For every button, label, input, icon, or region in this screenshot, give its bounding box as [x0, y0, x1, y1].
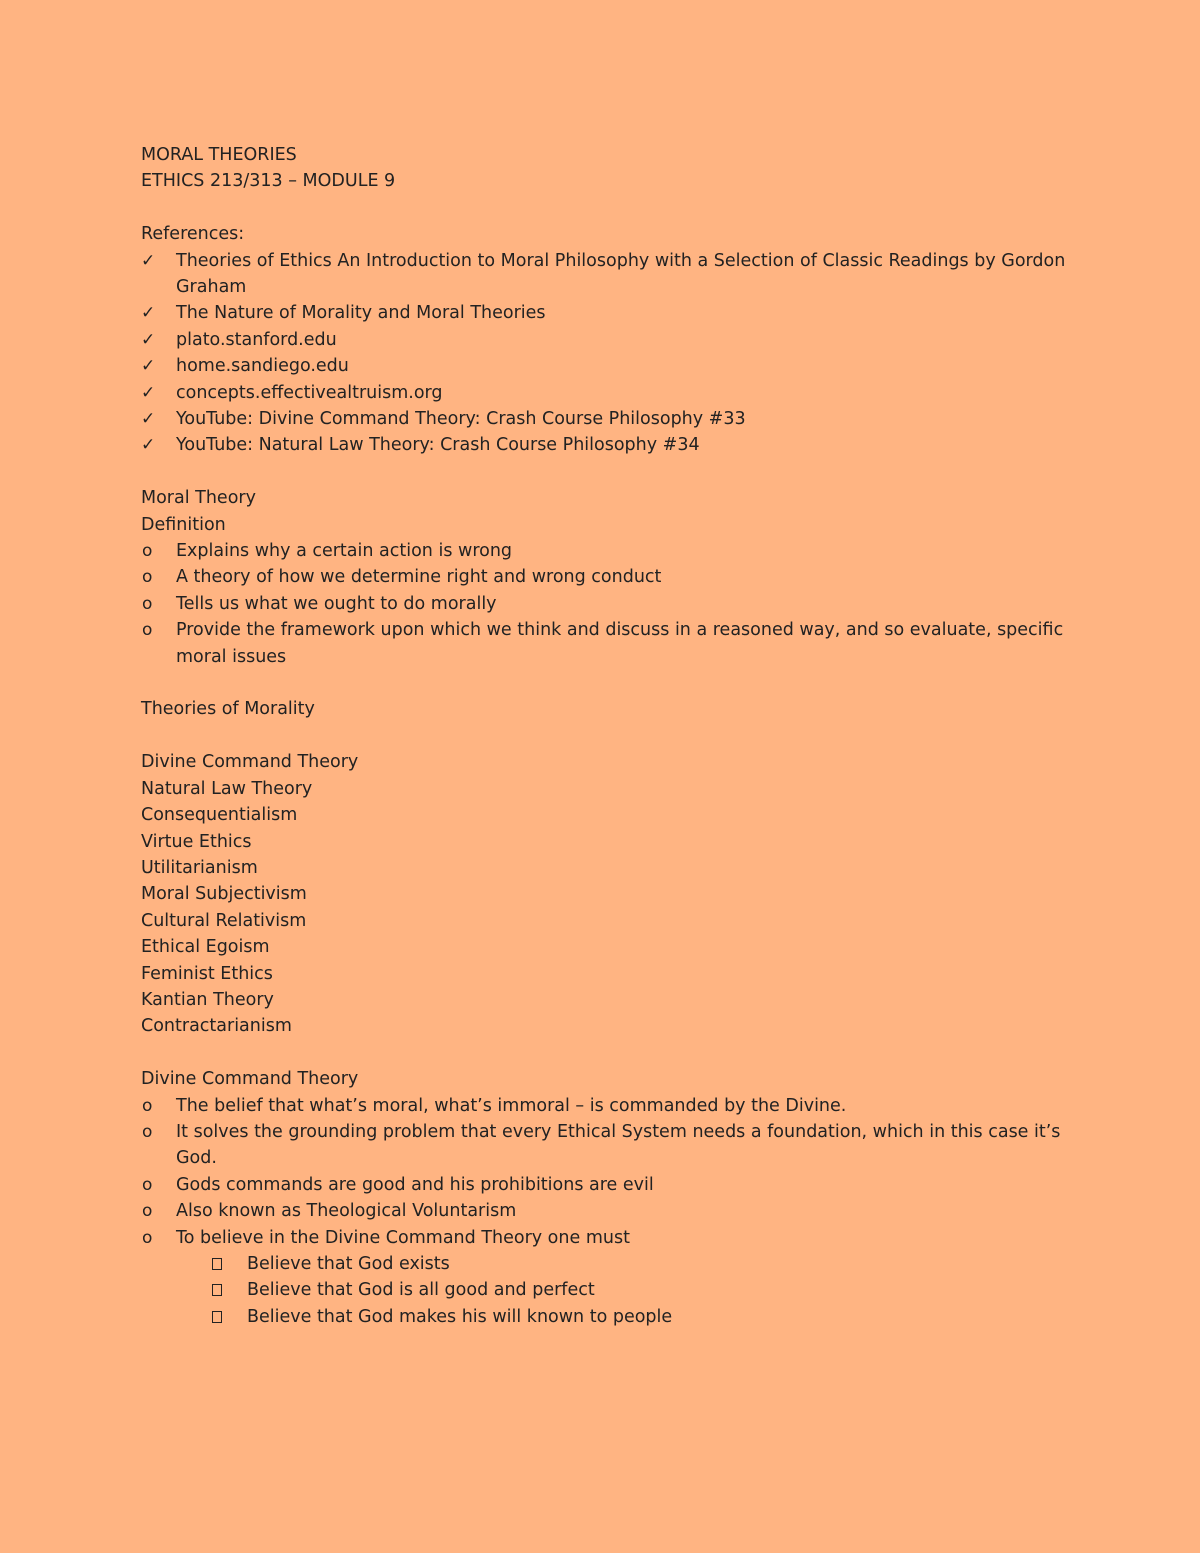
square-bullet-icon	[212, 1258, 222, 1270]
theory-item: Kantian Theory	[141, 989, 274, 1010]
check-icon: ✓	[141, 435, 156, 456]
divine-command-item: o The belief that what’s moral, what’s immoral – is commanded by the Divine.	[141, 1093, 1081, 1119]
definition-item: o A theory of how we determine right and wrong conduct	[141, 564, 1081, 590]
spacer	[141, 1040, 1081, 1066]
check-icon: ✓	[141, 409, 156, 430]
reference-item: ✓ plato.stanford.edu	[141, 327, 1081, 353]
theory-item: Natural Law Theory	[141, 778, 313, 799]
check-icon: ✓	[141, 329, 156, 350]
references-heading: References:	[141, 224, 245, 245]
document-body	[141, 142, 1081, 1330]
theory-item: Divine Command Theory	[141, 752, 359, 773]
circle-bullet-icon: o	[142, 1227, 153, 1248]
definition-heading: Definition	[141, 514, 226, 535]
reference-item: ✓ home.sandiego.edu	[141, 353, 1081, 379]
divine-command-list	[141, 1093, 1081, 1251]
theory-item: Moral Subjectivism	[141, 884, 307, 905]
belief-item: Believe that God is all good and perfect	[141, 1277, 1081, 1303]
definition-item: o Explains why a certain action is wrong	[141, 538, 1081, 564]
circle-bullet-icon: o	[142, 567, 153, 588]
square-bullet-icon	[212, 1311, 222, 1323]
circle-bullet-icon: o	[142, 620, 153, 641]
circle-bullet-icon: o	[142, 1201, 153, 1222]
moral-theory-heading: Moral Theory	[141, 488, 256, 509]
definition-item: o Provide the framework upon which we think and discuss in a reasoned way, and so evaluate, specific moral issues	[141, 617, 1081, 670]
circle-bullet-icon: o	[142, 1095, 153, 1116]
belief-item: Believe that God exists	[141, 1251, 1081, 1277]
reference-item: ✓ YouTube: Natural Law Theory: Crash Course Philosophy #34	[141, 432, 1081, 458]
theories-list	[141, 749, 1081, 1039]
spacer	[141, 670, 1081, 696]
reference-item: ✓ Theories of Ethics An Introduction to Moral Philosophy with a Selection of Classic Readings by Gordon Graham	[141, 248, 1081, 301]
circle-bullet-icon: o	[142, 1121, 153, 1142]
theory-item: Consequentialism	[141, 805, 298, 826]
divine-command-item: o Also known as Theological Voluntarism	[141, 1198, 1081, 1224]
check-icon: ✓	[141, 303, 156, 324]
definition-list	[141, 538, 1081, 670]
divine-command-item: o Gods commands are good and his prohibitions are evil	[141, 1172, 1081, 1198]
references-list	[141, 248, 1081, 459]
theory-item: Virtue Ethics	[141, 831, 252, 852]
square-bullet-icon	[212, 1284, 222, 1296]
check-icon: ✓	[141, 250, 156, 271]
reference-item: ✓ concepts.effectivealtruism.org	[141, 380, 1081, 406]
theory-item: Feminist Ethics	[141, 963, 273, 984]
theories-of-morality-heading: Theories of Morality	[141, 699, 315, 720]
theory-item: Contractarianism	[141, 1016, 292, 1037]
theory-item: Cultural Relativism	[141, 910, 307, 931]
divine-command-heading: Divine Command Theory	[141, 1069, 359, 1090]
spacer	[141, 723, 1081, 749]
circle-bullet-icon: o	[142, 593, 153, 614]
belief-item: Believe that God makes his will known to people	[141, 1304, 1081, 1330]
document-title: MORAL THEORIES	[141, 145, 297, 165]
reference-item: ✓ The Nature of Morality and Moral Theories	[141, 300, 1081, 326]
course-code: ETHICS 213/313 – MODULE 9	[141, 171, 396, 192]
divine-command-item: o To believe in the Divine Command Theory one must	[141, 1225, 1081, 1251]
circle-bullet-icon: o	[142, 1174, 153, 1195]
divine-command-item: o It solves the grounding problem that every Ethical System needs a foundation, which in this case it’s God.	[141, 1119, 1081, 1172]
check-icon: ✓	[141, 356, 156, 377]
check-icon: ✓	[141, 382, 156, 403]
theory-item: Utilitarianism	[141, 857, 258, 878]
theory-item: Ethical Egoism	[141, 937, 270, 958]
spacer	[141, 195, 1081, 221]
belief-requirements-list	[141, 1251, 1081, 1330]
spacer	[141, 459, 1081, 485]
reference-item: ✓ YouTube: Divine Command Theory: Crash Course Philosophy #33	[141, 406, 1081, 432]
definition-item: o Tells us what we ought to do morally	[141, 591, 1081, 617]
circle-bullet-icon: o	[142, 541, 153, 562]
